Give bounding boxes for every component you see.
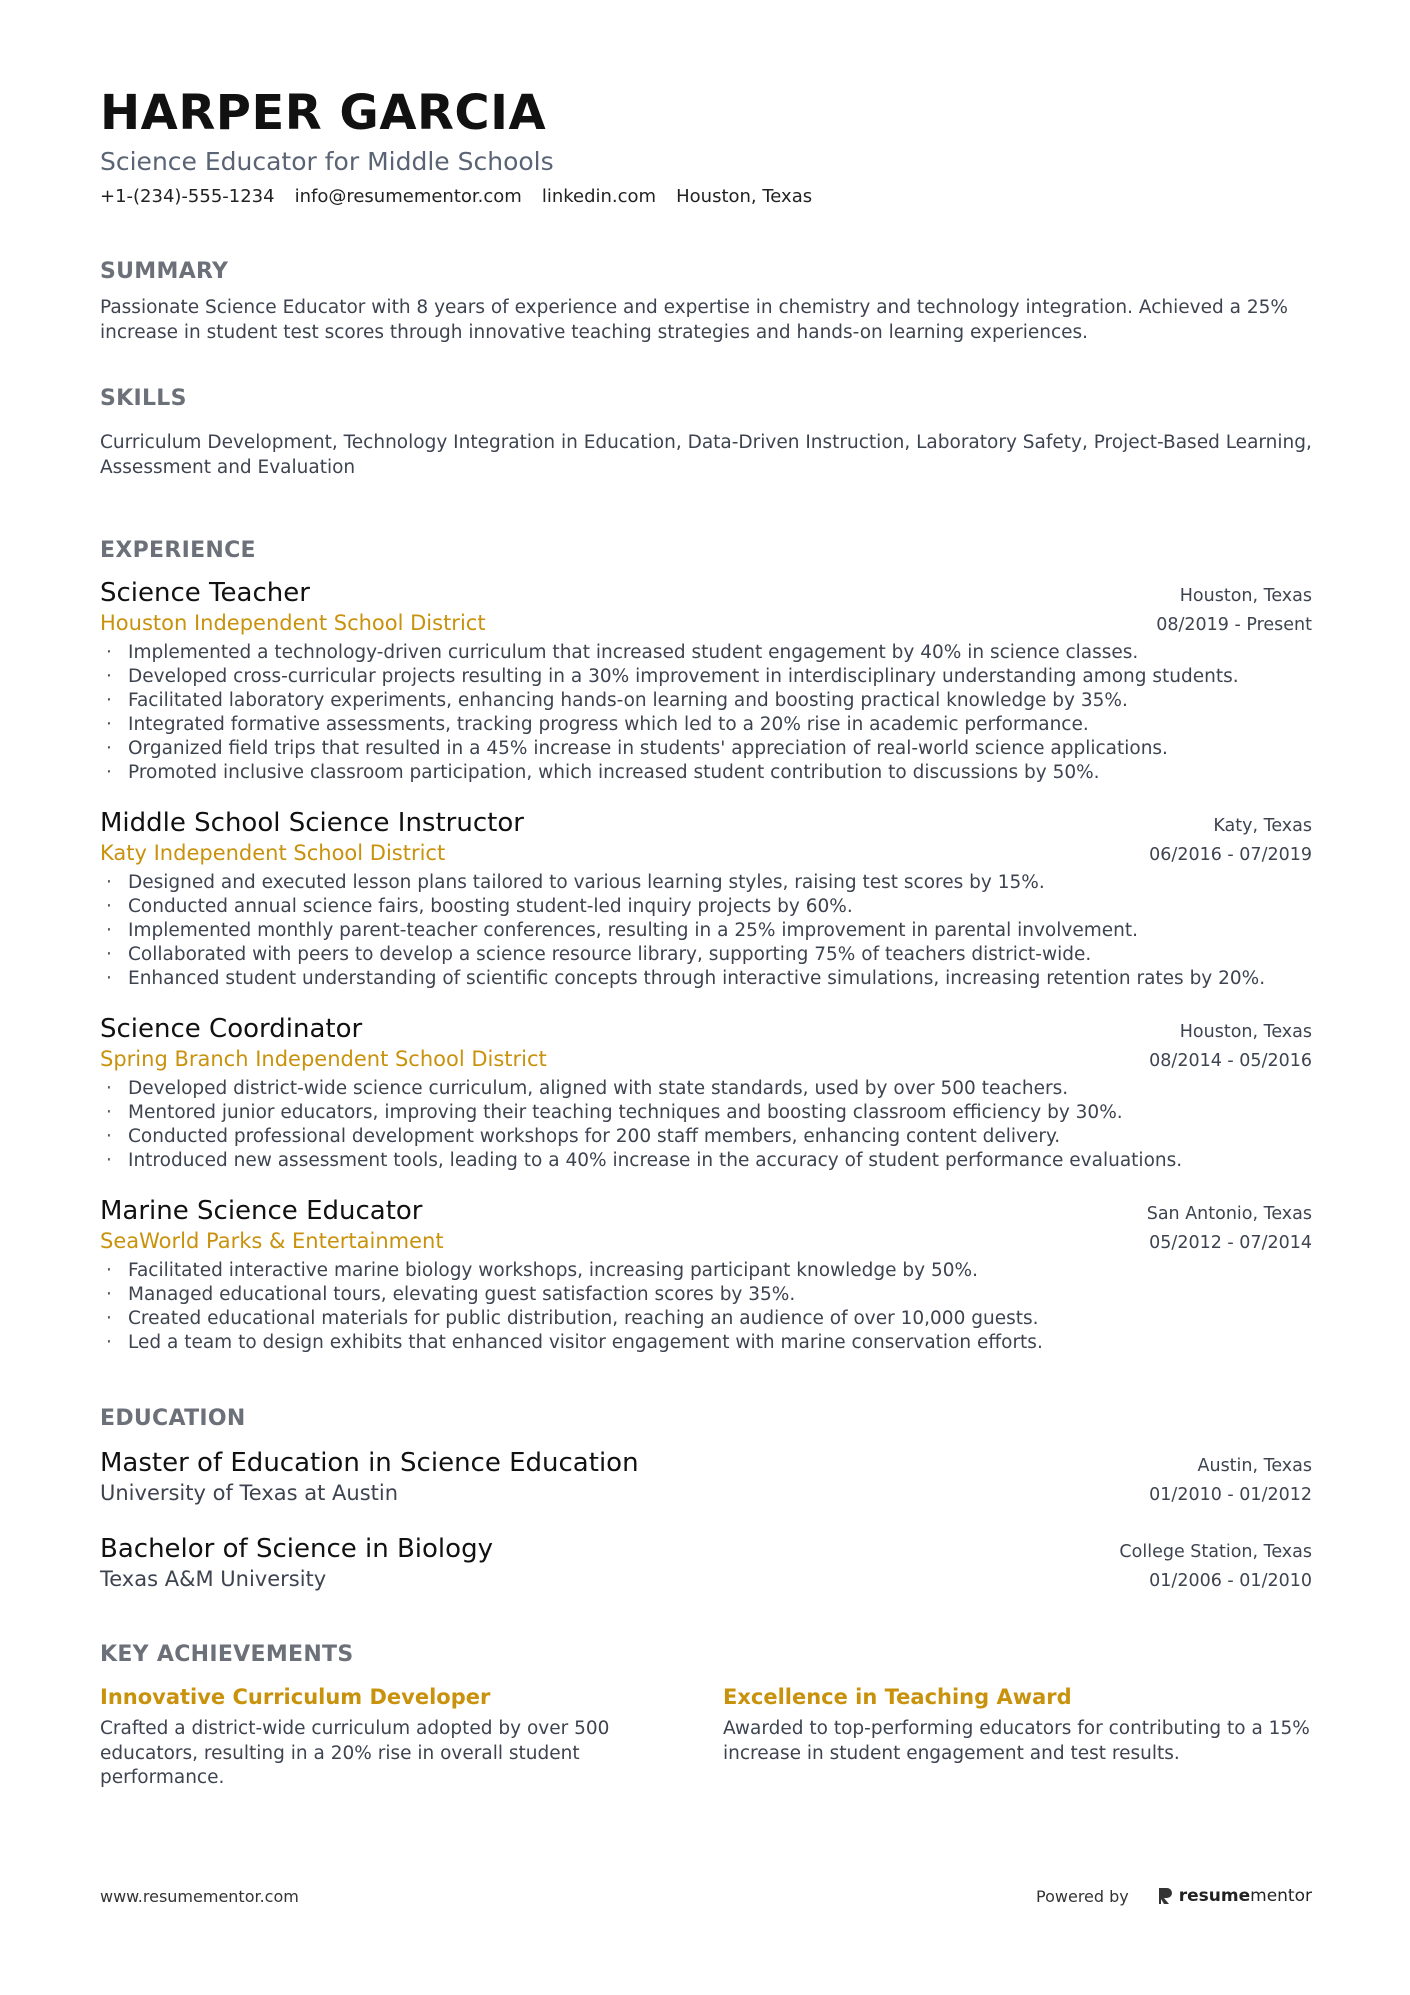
job-company: Spring Branch Independent School District bbox=[100, 1047, 547, 1071]
edu-dates: 01/2010 - 01/2012 bbox=[1149, 1485, 1312, 1505]
brand-logo-icon bbox=[1157, 1886, 1173, 1906]
list-item: · Mentored junior educators, improving their teaching techniques and boosting classroom efficiency by 30%. bbox=[100, 1101, 1312, 1125]
list-item: · Implemented monthly parent-teacher conferences, resulting in a 25% improvement in parental involvement. bbox=[100, 919, 1312, 943]
list-item: · Introduced new assessment tools, leading to a 40% increase in the accuracy of student performance evaluations. bbox=[100, 1149, 1312, 1173]
achievements-section bbox=[100, 1641, 1312, 1791]
list-item: · Facilitated interactive marine biology workshops, increasing participant knowledge by 50%. bbox=[100, 1259, 1312, 1283]
school: University of Texas at Austin bbox=[100, 1481, 399, 1505]
job-company: SeaWorld Parks & Entertainment bbox=[100, 1229, 444, 1253]
achievement-text: Crafted a district-wide curriculum adopted by over 500 educators, resulting in a 20% rise in overall student performance. bbox=[100, 1718, 610, 1788]
list-item: · Developed district-wide science curriculum, aligned with state standards, used by over 500 teachers. bbox=[100, 1077, 1312, 1101]
section-heading: EDUCATION bbox=[100, 1406, 246, 1431]
list-item: · Led a team to design exhibits that enhanced visitor engagement with marine conservation efforts. bbox=[100, 1331, 1312, 1355]
section-heading: EXPERIENCE bbox=[100, 538, 256, 563]
list-item: · Enhanced student understanding of scientific concepts through interactive simulations, increasing retention rates by 20%. bbox=[100, 967, 1312, 991]
education-entry bbox=[100, 1447, 1312, 1507]
job-entry bbox=[100, 1195, 1312, 1355]
job-dates: 08/2014 - 05/2016 bbox=[1149, 1051, 1312, 1071]
job-company: Houston Independent School District bbox=[100, 611, 486, 635]
contact-email[interactable]: info@resumementor.com bbox=[294, 186, 522, 207]
contact-info bbox=[100, 184, 1312, 210]
job-dates: 08/2019 - Present bbox=[1156, 615, 1312, 635]
job-role: Science Teacher bbox=[100, 578, 310, 608]
job-bullets bbox=[100, 871, 1312, 991]
job-bullets bbox=[100, 1077, 1312, 1173]
job-dates: 05/2012 - 07/2014 bbox=[1149, 1233, 1312, 1253]
job-entry bbox=[100, 1013, 1312, 1173]
section-heading: KEY ACHIEVEMENTS bbox=[100, 1642, 354, 1667]
job-company: Katy Independent School District bbox=[100, 841, 446, 865]
list-item: · Implemented a technology-driven curriculum that increased student engagement by 40% in science classes. bbox=[100, 641, 1312, 665]
job-location: San Antonio, Texas bbox=[1146, 1204, 1312, 1224]
contact-location: Houston, Texas bbox=[676, 186, 813, 207]
list-item: · Designed and executed lesson plans tailored to various learning styles, raising test scores by 15%. bbox=[100, 871, 1312, 895]
section-heading: SUMMARY bbox=[100, 259, 229, 284]
summary-section bbox=[100, 258, 1312, 345]
job-location: Katy, Texas bbox=[1213, 816, 1312, 836]
list-item: · Created educational materials for public distribution, reaching an audience of over 10,000 guests. bbox=[100, 1307, 1312, 1331]
powered-by bbox=[1036, 1886, 1312, 1906]
brand-logo[interactable] bbox=[1157, 1886, 1312, 1906]
candidate-name: HARPER GARCIA bbox=[100, 85, 547, 141]
resume-header bbox=[100, 82, 1312, 210]
education-section bbox=[100, 1405, 1312, 1593]
achievement-title: Excellence in Teaching Award bbox=[723, 1685, 1072, 1709]
list-item: · Promoted inclusive classroom participation, which increased student contribution to discussions by 50%. bbox=[100, 761, 1312, 785]
job-bullets bbox=[100, 641, 1312, 785]
job-role: Middle School Science Instructor bbox=[100, 808, 524, 838]
brand-name-light: mentor bbox=[1250, 1886, 1312, 1906]
candidate-title: Science Educator for Middle Schools bbox=[100, 147, 554, 176]
contact-phone: +1-(234)-555-1234 bbox=[100, 186, 275, 207]
job-location: Houston, Texas bbox=[1179, 586, 1312, 606]
experience-section bbox=[100, 537, 1312, 1355]
list-item: · Conducted professional development workshops for 200 staff members, enhancing content delivery. bbox=[100, 1125, 1312, 1149]
school: Texas A&M University bbox=[100, 1567, 327, 1591]
footer-website[interactable]: www.resumementor.com bbox=[100, 1886, 299, 1906]
list-item: · Integrated formative assessments, tracking progress which led to a 20% rise in academic performance. bbox=[100, 713, 1312, 737]
achievement-title: Innovative Curriculum Developer bbox=[100, 1685, 491, 1709]
contact-linkedin[interactable]: linkedin.com bbox=[541, 186, 657, 207]
job-location: Houston, Texas bbox=[1179, 1022, 1312, 1042]
education-entry bbox=[100, 1533, 1312, 1593]
edu-dates: 01/2006 - 01/2010 bbox=[1149, 1571, 1312, 1591]
edu-location: Austin, Texas bbox=[1197, 1456, 1312, 1476]
job-entry bbox=[100, 807, 1312, 991]
powered-by-label: Powered by bbox=[1036, 1886, 1129, 1906]
list-item: · Developed cross-curricular projects resulting in a 30% improvement in interdisciplinary understanding among students. bbox=[100, 665, 1312, 689]
section-heading: SKILLS bbox=[100, 386, 187, 411]
skills-text: Curriculum Development, Technology Integration in Education, Data-Driven Instruction, Laboratory Safety, Project-Based Learning, Assessment and Evaluation bbox=[100, 432, 1312, 478]
list-item: · Organized field trips that resulted in a 45% increase in students' appreciation of real-world science applications. bbox=[100, 737, 1312, 761]
skills-section bbox=[100, 385, 1312, 480]
list-item: · Conducted annual science fairs, boosting student-led inquiry projects by 60%. bbox=[100, 895, 1312, 919]
summary-text: Passionate Science Educator with 8 years of experience and expertise in chemistry and technology integration. Achieved a 25% increase in student test scores through innovative teaching strategies and hands-on learning experiences. bbox=[100, 297, 1288, 343]
list-item: · Facilitated laboratory experiments, enhancing hands-on learning and boosting practical knowledge by 35%. bbox=[100, 689, 1312, 713]
edu-location: College Station, Texas bbox=[1119, 1542, 1312, 1562]
job-role: Marine Science Educator bbox=[100, 1196, 423, 1226]
page-footer bbox=[100, 1886, 1312, 1906]
brand-name-bold: resume bbox=[1178, 1886, 1251, 1906]
job-entry bbox=[100, 577, 1312, 785]
achievement-item bbox=[723, 1683, 1312, 1791]
list-item: · Managed educational tours, elevating guest satisfaction scores by 35%. bbox=[100, 1283, 1312, 1307]
achievement-item bbox=[100, 1683, 689, 1791]
achievement-text: Awarded to top-performing educators for contributing to a 15% increase in student engagement and test results. bbox=[723, 1718, 1310, 1764]
list-item: · Collaborated with peers to develop a science resource library, supporting 75% of teachers district-wide. bbox=[100, 943, 1312, 967]
degree: Bachelor of Science in Biology bbox=[100, 1534, 493, 1564]
job-dates: 06/2016 - 07/2019 bbox=[1149, 845, 1312, 865]
job-bullets bbox=[100, 1259, 1312, 1355]
degree: Master of Education in Science Education bbox=[100, 1448, 639, 1478]
job-role: Science Coordinator bbox=[100, 1014, 363, 1044]
